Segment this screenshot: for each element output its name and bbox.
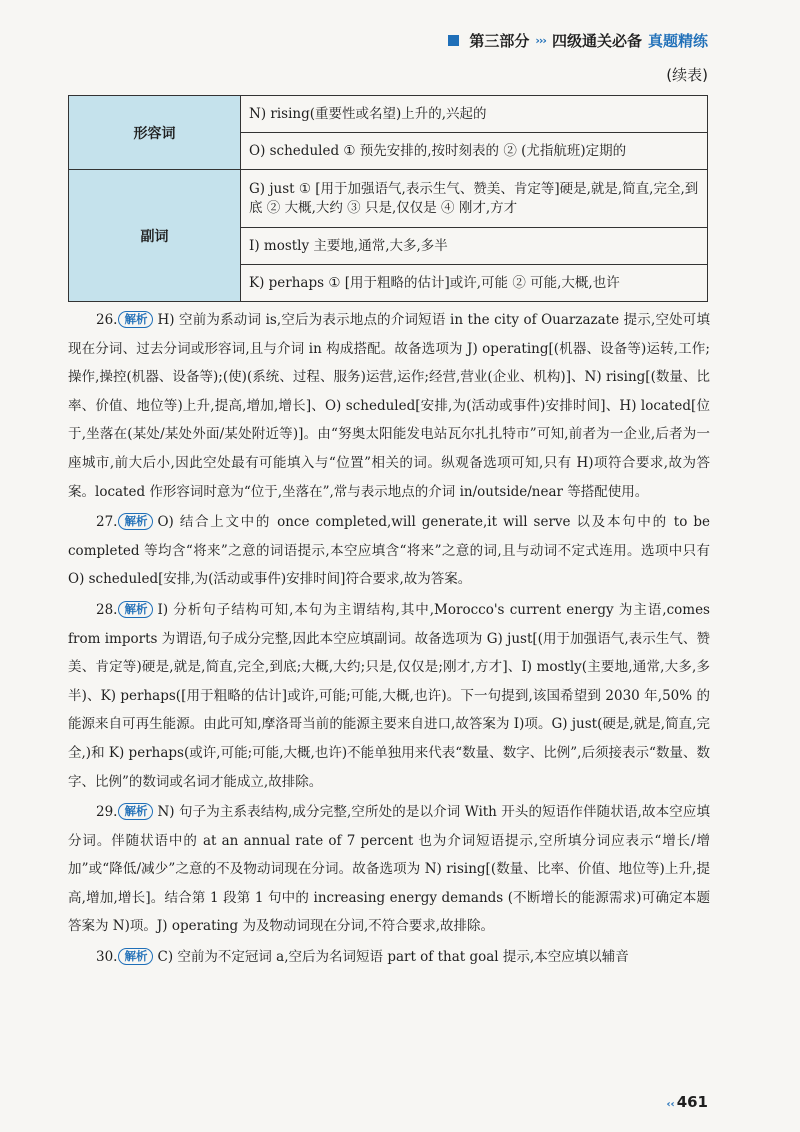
- definition-cell: I) mostly 主要地,通常,大多,多半: [241, 228, 708, 265]
- analysis-tag: 解析: [118, 601, 153, 618]
- running-header: [448, 30, 708, 51]
- explanation-text: 结合上文中的 once completed,will generate,it will serve 以及本句中的 to be completed 等均含“将来”之意的词语提示,本空应填含“将来”之意的词,且与动词不定式连用。选项中只有 O) scheduled[安排,为(活动或事件)安排时间]符合要求,故为答案。: [68, 514, 710, 588]
- definition-cell: N) rising(重要性或名望)上升的,兴起的: [241, 96, 708, 133]
- table-row: [69, 96, 708, 133]
- category-adverb: 副词: [69, 170, 241, 302]
- header-book-accent: 真题精练: [647, 32, 708, 50]
- definition-cell: G) just ① [用于加强语气,表示生气、赞美、肯定等]硬是,就是,简直,完全,到底 ② 大概,大约 ③ 只是,仅仅是 ④ 刚才,方才: [241, 170, 708, 228]
- answer-choice: N): [157, 804, 175, 821]
- header-part: 第三部分: [469, 32, 530, 50]
- analysis-tag: 解析: [118, 311, 153, 328]
- explanation-paragraph: [68, 508, 710, 594]
- explanation-body: [68, 306, 710, 974]
- explanation-text: 空前为系动词 is,空后为表示地点的介词短语 in the city of Ouarzazate 提示,空处可填现在分词、过去分词或形容词,且与介词 in 构成搭配。故备选项为 J) operating[(机器、设备等)运转,工作;操作,操控(机器、设备等);(使)(系统、过程、服务)运营,运作;经营,营业(企业、机构)]、N) rising[(数量、比率、价值、地位等)上升,提高,增加,增长]、O) scheduled[安排,为(活动或事件)安排时间]、H) located[位于,坐落在(某处/某处外面/某处附近等)]。由“努奥太阳能发电站瓦尔扎扎特市”可知,前者为一企业,后者为一座城市,前大后小,因此空处最有可能填入与“位置”相关的词。纵观备选项可知,只有 H)项符合要求,故为答案。located 作形容词时意为“位于,坐落在”,常与表示地点的介词 in/outside/near 等搭配使用。: [68, 312, 710, 500]
- answer-choice: H): [157, 312, 175, 328]
- question-number: 30.: [96, 949, 118, 966]
- square-icon: [448, 35, 459, 46]
- analysis-tag: 解析: [118, 803, 153, 820]
- explanation-text: 空前为不定冠词 a,空后为名词短语 part of that goal 提示,本空应填以辅音: [177, 949, 629, 966]
- question-number: 28.: [96, 601, 118, 618]
- vocab-table: [68, 95, 708, 302]
- explanation-paragraph: [68, 596, 710, 796]
- question-number: 29.: [96, 804, 118, 821]
- analysis-tag: 解析: [118, 513, 153, 530]
- analysis-tag: 解析: [118, 948, 153, 965]
- answer-choice: O): [157, 514, 174, 531]
- answer-choice: C): [157, 949, 174, 966]
- table-row: [69, 170, 708, 228]
- definition-cell: K) perhaps ① [用于粗略的估计]或许,可能 ② 可能,大概,也许: [241, 265, 708, 302]
- double-arrow-icon: ‹‹: [666, 1099, 675, 1110]
- explanation-text: 分析句子结构可知,本句为主谓结构,其中,Morocco's current energy 为主语,comes from imports 为谓语,句子成分完整,因此本空应填副词。故备选项为 G) just[(用于加强语气,表示生气、赞美、肯定等)硬是,就是,简直,完全,到底;大概,大约;只是,仅仅是;刚才,方才]、I) mostly(主要地,通常,大多,多半)、K) perhaps([用于粗略的估计]或许,可能;可能,大概,也许)。下一句提到,该国希望到 2030 年,50% 的能源来自可再生能源。由此可知,摩洛哥当前的能源主要来自进口,故答案为 I)项。G) just(硬是,就是,简直,完全,)和 K) perhaps(或许,可能;可能,大概,也许)不能单独用来代表“数量、数字、比例”,后须接表示“数量、数字、比例”的数词或名词才能成立,故排除。: [68, 601, 710, 790]
- definition-cell: O) scheduled ① 预先安排的,按时刻表的 ② (尤指航班)定期的: [241, 133, 708, 170]
- explanation-paragraph: [68, 306, 710, 506]
- question-number: 27.: [96, 514, 118, 531]
- continued-label: (续表): [666, 66, 708, 84]
- category-adjective: 形容词: [69, 96, 241, 170]
- page-footer: [666, 1093, 708, 1111]
- answer-choice: I): [157, 601, 169, 618]
- question-number: 26.: [96, 312, 118, 328]
- explanation-text: 句子为主系表结构,成分完整,空所处的是以介词 With 开头的短语作伴随状语,故本空应填分词。伴随状语中的 at an annual rate of 7 percent 也为介词短语提示,空所填分词应表示“增长/增加”或“降低/减少”之意的不及物动词现在分词。故备选项为 N) rising[(数量、比率、价值、地位等)上升,提高,增加,增长]。结合第 1 段第 1 句中的 increasing energy demands (不断增长的能源需求)可确定本题答案为 N)项。J) operating 为及物动词现在分词,不符合要求,故排除。: [68, 804, 710, 935]
- explanation-paragraph: [68, 943, 710, 972]
- explanation-paragraph: [68, 798, 710, 941]
- header-book-title: 四级通关必备: [551, 32, 642, 50]
- triple-arrow-icon: ›››: [535, 34, 546, 47]
- page-number: 461: [676, 1093, 708, 1111]
